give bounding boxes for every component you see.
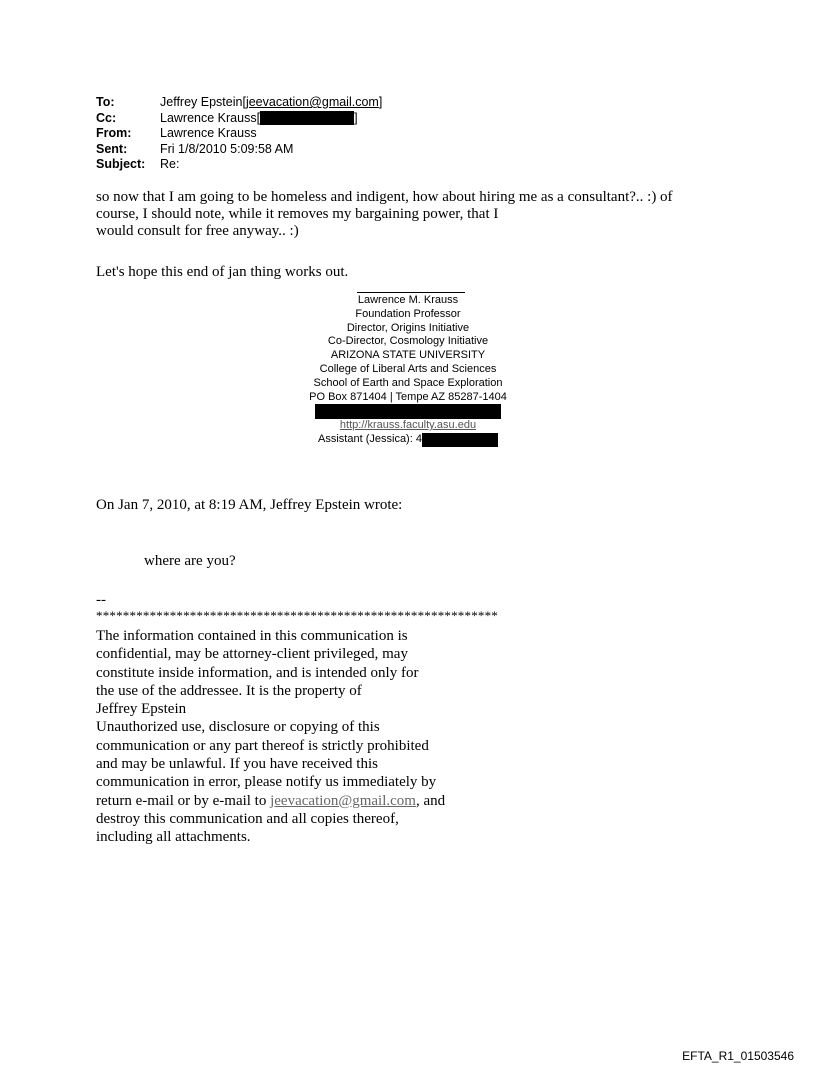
signature-separator: -- [96,592,106,608]
signature-line: ARIZONA STATE UNIVERSITY [330,349,486,362]
signature-line: Director, Origins Initiative [346,321,470,334]
to-row [96,95,382,111]
disclaimer-line: including all attachments. [96,829,251,846]
sent-value: Fri 1/8/2010 5:09:58 AM [160,141,294,156]
from-label: From: [96,126,132,140]
signature-line: PO Box 871404 | Tempe AZ 85287-1404 [309,390,507,403]
cc-row [96,111,382,127]
quoted-message: where are you? [144,553,236,569]
sent-row [96,142,382,158]
subject-row [96,157,382,173]
body-paragraph-2: Let's hope this end of jan thing works out. [96,264,349,280]
disclaimer-line: communication in error, please notify us immediately by [96,774,437,791]
disclaimer-line: communication or any part thereof is strictly prohibited [96,737,429,754]
asterisk-divider: ************************************************************ [96,608,498,623]
to-email-link[interactable]: jeevacation@gmail.com [245,95,379,109]
redacted-line [258,404,558,419]
from-value: Lawrence Krauss [160,126,257,140]
signature-line: Foundation Professor [355,307,461,320]
disclaimer-line: and may be unlawful. If you have received this [96,756,378,773]
body-paragraph-1 [96,189,736,240]
cc-value: Lawrence Krauss[ ] [160,110,358,125]
email-header [96,95,382,173]
subject-value: Re: [160,157,180,171]
signature-line: Lawrence M. Krauss [357,294,459,306]
sent-label: Sent: [96,141,128,156]
quoted-header: On Jan 7, 2010, at 8:19 AM, Jeffrey Epstein wrote: [96,497,403,513]
disclaimer-line: return e-mail or by e-mail to jeevacation@gmail.com, and [96,792,446,809]
disclaimer-line: confidential, may be attorney-client privileged, may [96,646,408,663]
signature-divider [357,292,465,293]
body-line: course, I should note, while it removes my bargaining power, that I [96,206,499,222]
signature-line: College of Liberal Arts and Sciences [319,362,497,375]
body-line: so now that I am going to be homeless and indigent, how about hiring me as a consultant?.. :) of [96,189,673,205]
disclaimer-line: constitute inside information, and is intended only for [96,664,419,681]
confidentiality-disclaimer [96,627,496,847]
redaction-box [422,433,498,447]
body-line: would consult for free anyway.. :) [96,223,299,239]
signature-block [258,294,558,447]
signature-line: Co-Director, Cosmology Initiative [327,335,489,348]
redaction-box [315,404,501,419]
disclaimer-email-link[interactable]: jeevacation@gmail.com [270,792,416,809]
document-id: EFTA_R1_01503546 [682,1049,794,1063]
disclaimer-line: destroy this communication and all copies thereof, [96,810,399,827]
redaction-box [260,111,354,125]
disclaimer-line: the use of the addressee. It is the property of [96,682,362,699]
disclaimer-line: The information contained in this communication is [96,628,408,644]
to-value: Jeffrey Epstein[ jeevacation@gmail.com ] [160,95,383,109]
subject-label: Subject: [96,157,146,171]
to-label: To: [96,95,115,109]
disclaimer-line: Unauthorized use, disclosure or copying of this [96,719,380,736]
faculty-website-link[interactable]: http://krauss.faculty.asu.edu [339,419,477,432]
cc-label: Cc: [96,110,117,125]
disclaimer-line: Jeffrey Epstein [96,701,187,718]
from-row [96,126,382,142]
signature-line: School of Earth and Space Exploration [313,376,503,389]
assistant-line: Assistant (Jessica): 4 [318,433,498,447]
